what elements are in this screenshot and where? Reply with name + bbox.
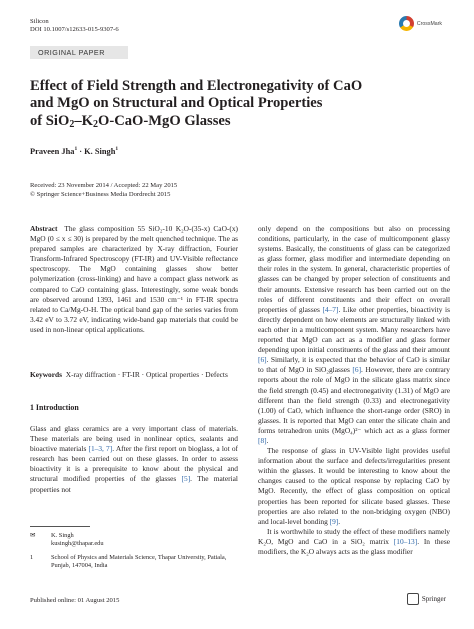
crossmark-icon	[399, 16, 414, 31]
copyright: © Springer Science+Business Media Dordrecht 2015	[30, 190, 171, 198]
abstract	[30, 224, 238, 335]
citation-link[interactable]: [4–7]	[322, 304, 339, 314]
body-text: only depend on the compositions but also on processing conditions, particularly, in the case of multicomponent glassy systems. Basically, the constituents of glass can be categorized as glass former, glass modifier and intermediate depending on their roles in the system. In general, characteristic properties of glasses can be changed by proper selection of constituents and their amounts. Extensive research has been carried out on the roles of different constituents and their effect on overall properties of glasses	[258, 224, 450, 314]
crossmark-label: CrossMark	[416, 20, 442, 27]
author-name[interactable]: K. Singh	[84, 146, 116, 156]
title-line-1: Effect of Field Strength and Electronegativity of CaO	[30, 78, 363, 94]
affiliation-text: School of Physics and Materials Science, Thapar University, Patiala, Punjab, 147004, India	[51, 554, 227, 570]
crossmark-badge[interactable]	[399, 16, 442, 31]
citation-link[interactable]: [1–3, 7]	[88, 444, 113, 454]
affiliation-number: 1	[30, 554, 34, 561]
author-list	[30, 146, 118, 156]
section-heading: 1 Introduction	[30, 403, 79, 412]
journal-name: Silicon	[30, 18, 49, 25]
publisher-logo	[407, 593, 446, 605]
body-text: It is worthwhile to study the effect of these modifiers namely K₂O, MgO and CaO in a SiO₂ matrix	[258, 526, 450, 546]
author-separator: ·	[77, 146, 85, 156]
intro-text: . The material properties not	[30, 474, 238, 494]
title-line-3	[30, 113, 450, 130]
title-part: –K	[74, 112, 93, 129]
received-accepted: Received: 23 November 2014 / Accepted: 22 May 2015	[30, 182, 178, 189]
body-text: . Like other properties, bioactivity is directly dependent on how elements are structurally linked with each other in a multicomponent system. Many researchers have reported that MgO can act as a modifier and glass former depending upon initial constituents of the glass and their amount	[258, 304, 450, 355]
footnote-divider	[30, 526, 90, 527]
title-line-2: and MgO on Structural and Optical Properties	[30, 95, 323, 112]
citation-link[interactable]: [5]	[181, 474, 191, 484]
citation-link[interactable]: [10–13]	[393, 536, 418, 546]
envelope-icon: ✉	[30, 532, 36, 539]
article-title	[30, 78, 450, 130]
body-text: . In these modifiers, the K₂O always acts as the glass modifier	[258, 536, 450, 556]
title-subscript: 2	[92, 118, 98, 130]
right-column	[258, 224, 450, 557]
introduction-text	[30, 424, 238, 495]
email-link[interactable]: kusingh@thapar.edu	[51, 540, 104, 548]
corresponding-author	[30, 532, 238, 549]
citation-link[interactable]: [6]	[352, 365, 362, 375]
body-text: . However, there are contrary reports about the role of MgO in the silicate glass matrix since the field strength (0.45) and electronegativity (1.31) of MgO are different than the field strength (0.33) and electronegativity (1.00) of CaO, which influence the short-range order (SRO) in glasses. It is reported that MgO can enter the silicate chain and forms tetrahedron units (MgO₄)²⁻ which act as a glass former	[258, 365, 450, 435]
keywords-label: Keywords	[30, 370, 63, 379]
affiliation-marker: 1	[115, 146, 119, 152]
springer-horse-icon	[407, 593, 419, 605]
keywords	[30, 370, 238, 380]
publisher-name: Springer	[421, 595, 446, 603]
article-type-banner: ORIGINAL PAPER	[30, 46, 128, 59]
author-name[interactable]: Praveen Jha	[30, 146, 75, 156]
body-text: The response of glass in UV-Visible light provides useful information about the surface and defects/irregularities present within the glasses. It would be interesting to know about the changes caused to the optical response by replacing CaO by MgO. Recently, the effect of glass composition on optical properties has been reported for silicate based glasses. These properties are also related to the non-bridging oxygen (NBO) and local-level bonding	[258, 446, 450, 526]
body-text: . Similarly, it is expected that the behavior of CaO is similar to that of MgO in SiO₂glasses	[258, 355, 450, 375]
journal-header	[30, 18, 119, 34]
citation-link[interactable]: [6]	[258, 355, 267, 365]
title-part: of SiO	[30, 112, 70, 129]
doi[interactable]: DOI 10.1007/s12633-015-9307-6	[30, 26, 119, 33]
title-part: O-CaO-MgO Glasses	[97, 112, 231, 129]
corresponding-name: K. Singh	[51, 532, 74, 539]
citation-link[interactable]: [8]	[258, 435, 267, 445]
citation-link[interactable]: [9]	[329, 516, 339, 526]
abstract-text: The glass composition 55 SiO₂-10 K₂O-(35-x) CaO-(x) MgO (0 ≤ x ≤ 30) is prepared by the melt quenched technique. The as prepared samples are characterized by X-ray diffraction, Fourier Transform-Infrared Spectroscopy (FT-IR) and UV-Visible reflectance spectroscopy. The MgO containing glasses show better polymerization (cross-linking) and have a compact glass network as compared to CaO containing glass. Interestingly, some weak bonds are observed around 1393, 1461 and 1530 cm⁻¹ in FT-IR spectra related to Ca/Mg-O-H. The optical band gap of the series varies from 3.42 eV to 3.72 eV, indicating wide-band gap materials that could be used in non-linear optical applications.	[30, 224, 239, 334]
body-text: .	[338, 516, 341, 526]
intro-text: Glass and glass ceramics are a very important class of materials. These materials are being used in nonlinear optics, sealants and bioactive materials	[30, 424, 238, 454]
intro-text: . After the first report on bioglass, a lot of research has been carried out on these glasses. In order to assess bioactivity it is a prerequisite to know about the physical and structural modified properties of the glasses	[30, 444, 238, 484]
affiliation-marker: 1	[74, 146, 78, 152]
article-history	[30, 182, 330, 199]
affiliation-note	[30, 554, 238, 571]
keywords-text: X-ray diffraction · FT-IR · Optical properties · Defects	[65, 370, 228, 379]
abstract-label: Abstract	[30, 224, 58, 233]
title-subscript: 2	[69, 118, 75, 130]
published-date: Published online: 01 August 2015	[30, 597, 120, 604]
body-text: .	[266, 435, 269, 445]
